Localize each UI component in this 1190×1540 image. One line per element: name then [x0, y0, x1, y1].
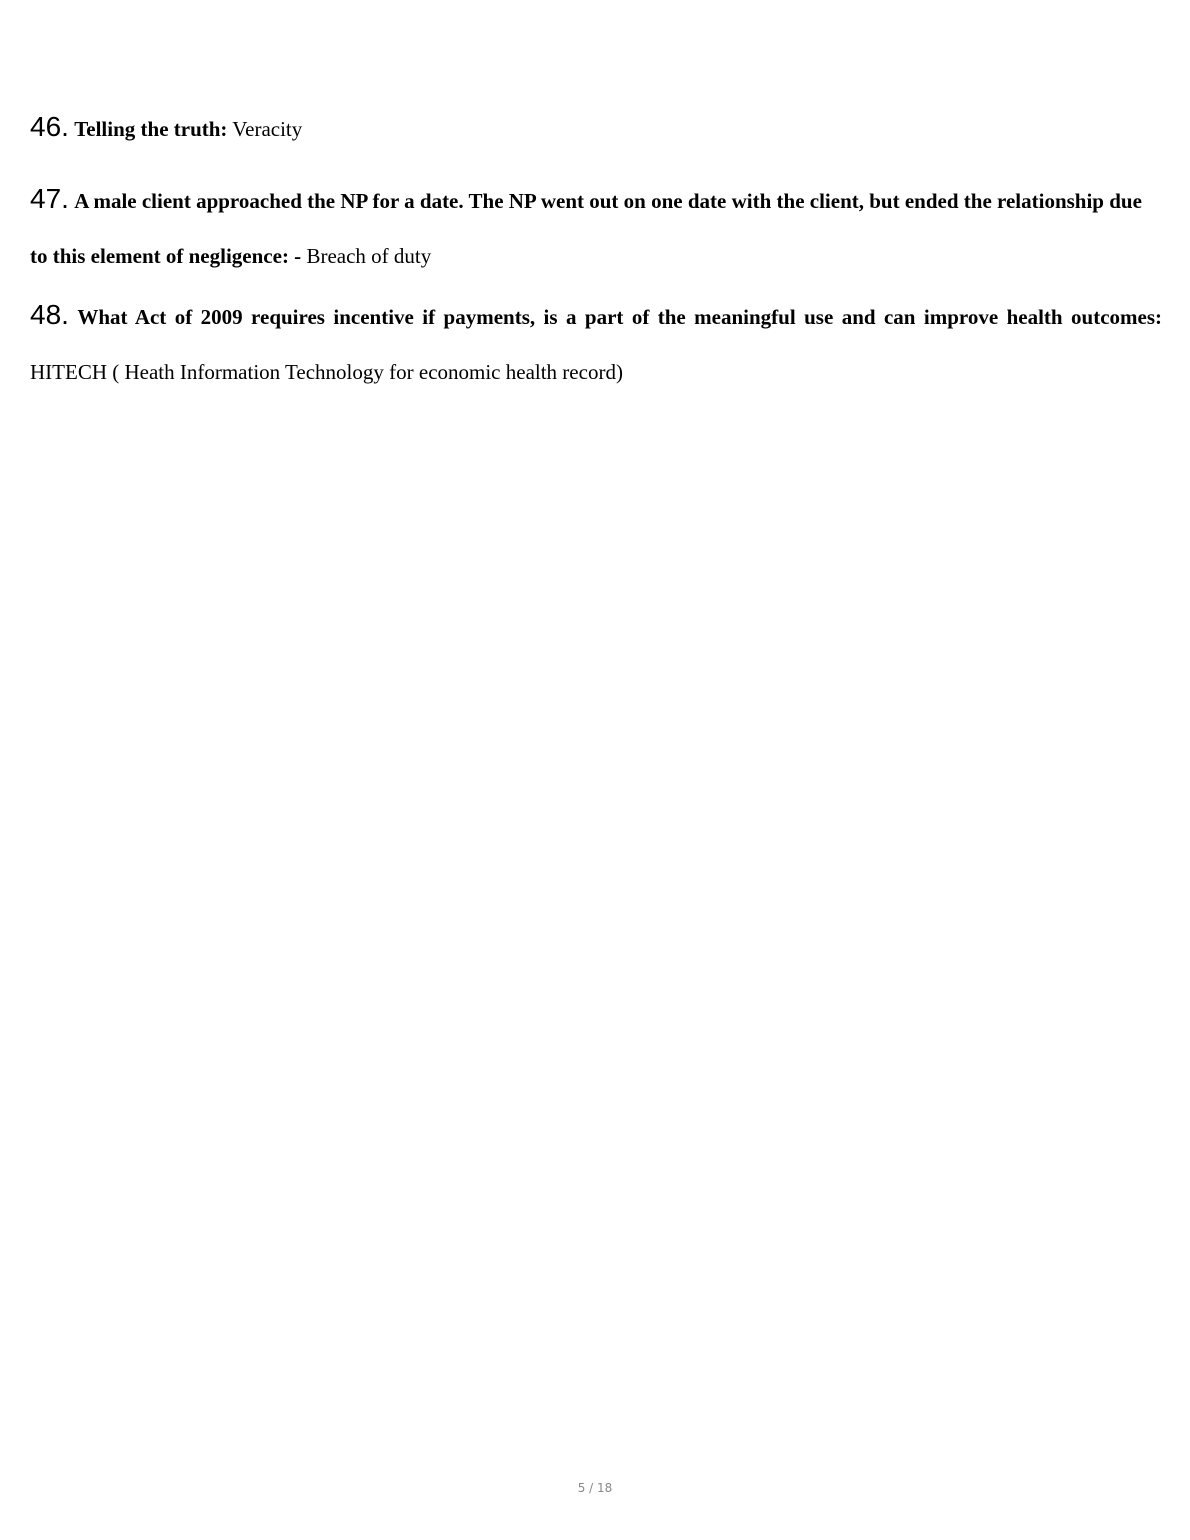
- answer-text: HITECH ( Heath Information Technology for economic health record): [30, 360, 623, 384]
- question-text: What Act of 2009 requires incentive if payments, is a part of the meaningful use and can improve health outcomes:: [77, 305, 1163, 329]
- question-text: A male client approached the NP for a date. The NP went out on one date with the client, but ended the relationship due to this element of negligence: -: [30, 189, 1142, 268]
- question-number: 47.: [30, 183, 69, 214]
- question-item-48: [30, 287, 1162, 400]
- question-item-47: [30, 171, 1162, 284]
- answer-text: Veracity: [232, 117, 303, 141]
- question-number: 48.: [30, 299, 69, 330]
- answer-text: Breach of duty: [306, 244, 432, 268]
- question-number: 46.: [30, 111, 69, 142]
- page-indicator: 5 / 18: [577, 1481, 613, 1495]
- question-text: Telling the truth:: [74, 117, 228, 141]
- question-item-46: [30, 99, 1162, 157]
